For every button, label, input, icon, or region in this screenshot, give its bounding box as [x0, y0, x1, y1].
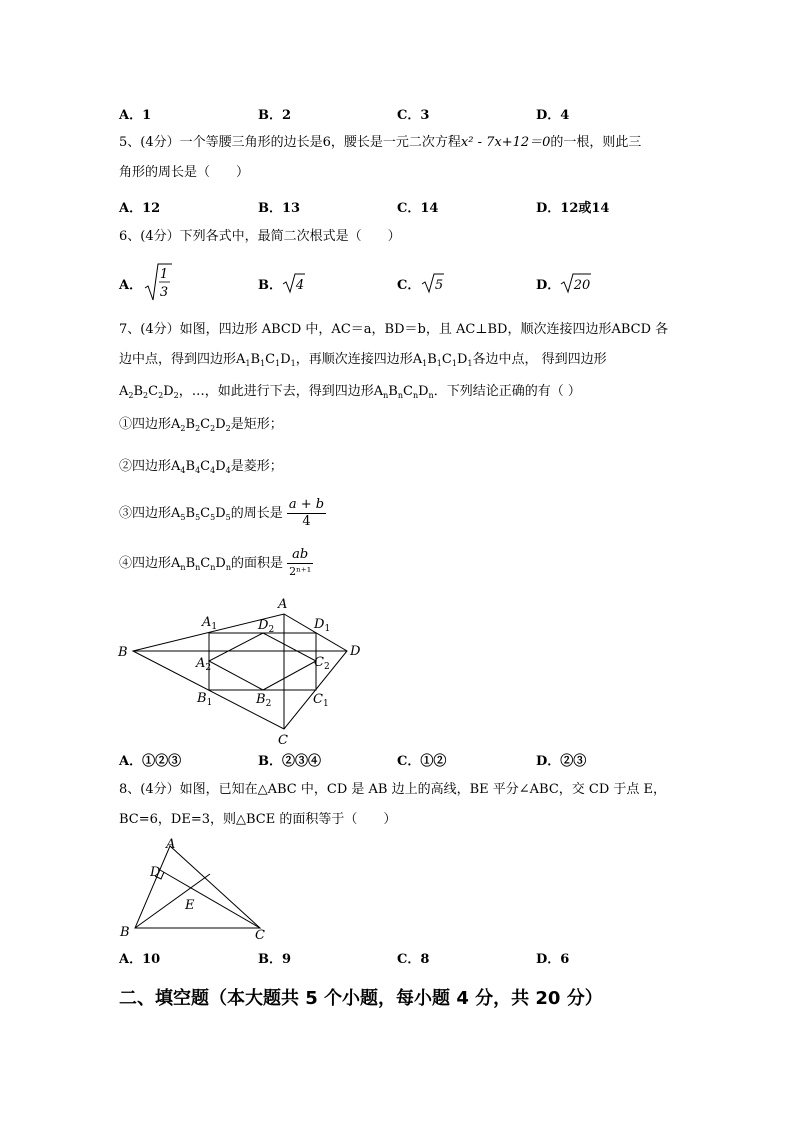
- q7-option-d: D．②③: [536, 754, 587, 769]
- quad-a2b2c2d2: [209, 633, 316, 690]
- q5-option-d: D．12或14: [536, 201, 610, 216]
- q7-stem-line3: $A_2B_2C_2D_2$，…，如此进行下去，得到四边形$A_nB_nC_nD_n$．下列结论正确的有（ ）: [119, 384, 581, 400]
- q7-stem-line2: 边中点，得到四边形$A_1B_1C_1D_1$，再顺次连接四边形$A_1B_1C_1D_1$各边中点， 得到四边形: [119, 352, 607, 368]
- q7-statement-3: ③四边形$A_5B_5C_5D_5$的周长是 $\frac{a + b}{4}$: [119, 497, 325, 529]
- q7-figure: [110, 592, 370, 748]
- q5-option-c: C．14: [397, 201, 439, 216]
- label-d2: $D_2$: [258, 618, 275, 635]
- q8-stem-line1: 8、(4分）如图，已知在△ABC 中，CD 是 AB 边上的高线，BE 平分∠ABC，交 CD 于点 E，: [119, 782, 667, 797]
- q4-option-b: B．2: [258, 108, 292, 123]
- q7-statement-4: ④四边形$A_nB_nC_nD_n$的面积是 $\frac{ab}{\text{2ⁿ⁺¹}}$: [119, 547, 312, 578]
- triangle-abc: [135, 846, 260, 928]
- label-c1: $C_1$: [313, 692, 329, 709]
- q8-option-c: C．8: [397, 952, 430, 967]
- q7-statement-2: ②四边形$A_4B_4C_4D_4$是菱形；: [119, 459, 283, 475]
- label-d1: $D_1$: [314, 617, 331, 634]
- q6-radical-d: [560, 272, 592, 294]
- label-c: C: [255, 928, 265, 943]
- q4-option-d: D．4: [536, 108, 570, 123]
- label-b: B: [120, 925, 130, 940]
- q6-radicand-a-den: 3: [159, 285, 169, 300]
- label-c: C: [278, 733, 288, 748]
- q6-option-d: D．: [536, 278, 561, 293]
- q5-option-b: B．13: [258, 201, 301, 216]
- q4-option-a: A．1: [119, 108, 152, 123]
- q6-radicand-b: 4: [295, 278, 305, 293]
- q7-s3-fraction: $\frac{a + b}{4}$: [288, 497, 325, 529]
- q6-radical-a: [143, 262, 173, 304]
- q8-option-b: B．9: [258, 952, 292, 967]
- q8-option-a: A．10: [119, 952, 161, 967]
- label-e: E: [185, 898, 195, 913]
- q6-radical-c: [421, 272, 445, 294]
- q7-option-a: A．①②③: [119, 754, 182, 769]
- q5-option-a: A．12: [119, 201, 161, 216]
- label-a2: $A_2$: [196, 656, 212, 673]
- q7-option-c: C．①②: [397, 754, 447, 769]
- q6-option-c: C．: [397, 278, 421, 293]
- label-b2: $B_2$: [256, 692, 272, 709]
- q6-radical-b: [282, 272, 306, 294]
- q6-option-b: B．: [258, 278, 282, 293]
- quad-a1b1c1d1: [209, 633, 316, 690]
- q5-stem-line2: 角形的周长是（ ）: [119, 165, 250, 180]
- q8-figure: [110, 836, 280, 944]
- q6-radicand-d: 20: [573, 278, 591, 293]
- q6-radicand-a-num: 1: [159, 267, 169, 282]
- q7-s4-fraction: $\frac{ab}{\text{2ⁿ⁺¹}}$: [289, 547, 312, 578]
- label-a: A: [278, 597, 288, 612]
- q6-stem: 6、(4分）下列各式中，最简二次根式是（ ）: [119, 229, 401, 244]
- q8-option-d: D．6: [536, 952, 570, 967]
- q6-radicand-c: 5: [434, 278, 444, 293]
- q6-option-a: A．: [119, 278, 143, 293]
- q8-stem-line2: BC=6，DE=3，则△BCE 的面积等于（ ）: [119, 812, 397, 827]
- label-d: D: [150, 865, 161, 880]
- label-c2: $C_2$: [314, 655, 330, 672]
- q7-stem-line1: 7、(4分）如图，四边形 ABCD 中，AC＝a，BD＝b，且 AC⊥BD，顺次连接四边形ABCD 各: [119, 322, 669, 337]
- label-b1: $B_1$: [197, 691, 213, 708]
- label-d: D: [350, 644, 361, 659]
- label-a: A: [166, 837, 176, 852]
- label-b: B: [118, 645, 128, 660]
- label-a1: $A_1$: [202, 615, 218, 632]
- q5-stem-line1: 5、(4分）一个等腰三角形的边长是6，腰长是一元二次方程x² - 7x+12＝0的一根，则此三: [119, 135, 642, 150]
- section-2-title: 二、填空题（本大题共 5 个小题，每小题 4 分，共 20 分）: [119, 988, 603, 1009]
- q4-option-c: C．3: [397, 108, 430, 123]
- q7-option-b: B．②③④: [258, 754, 321, 769]
- q7-statement-1: ①四边形$A_2B_2C_2D_2$是矩形；: [119, 417, 283, 433]
